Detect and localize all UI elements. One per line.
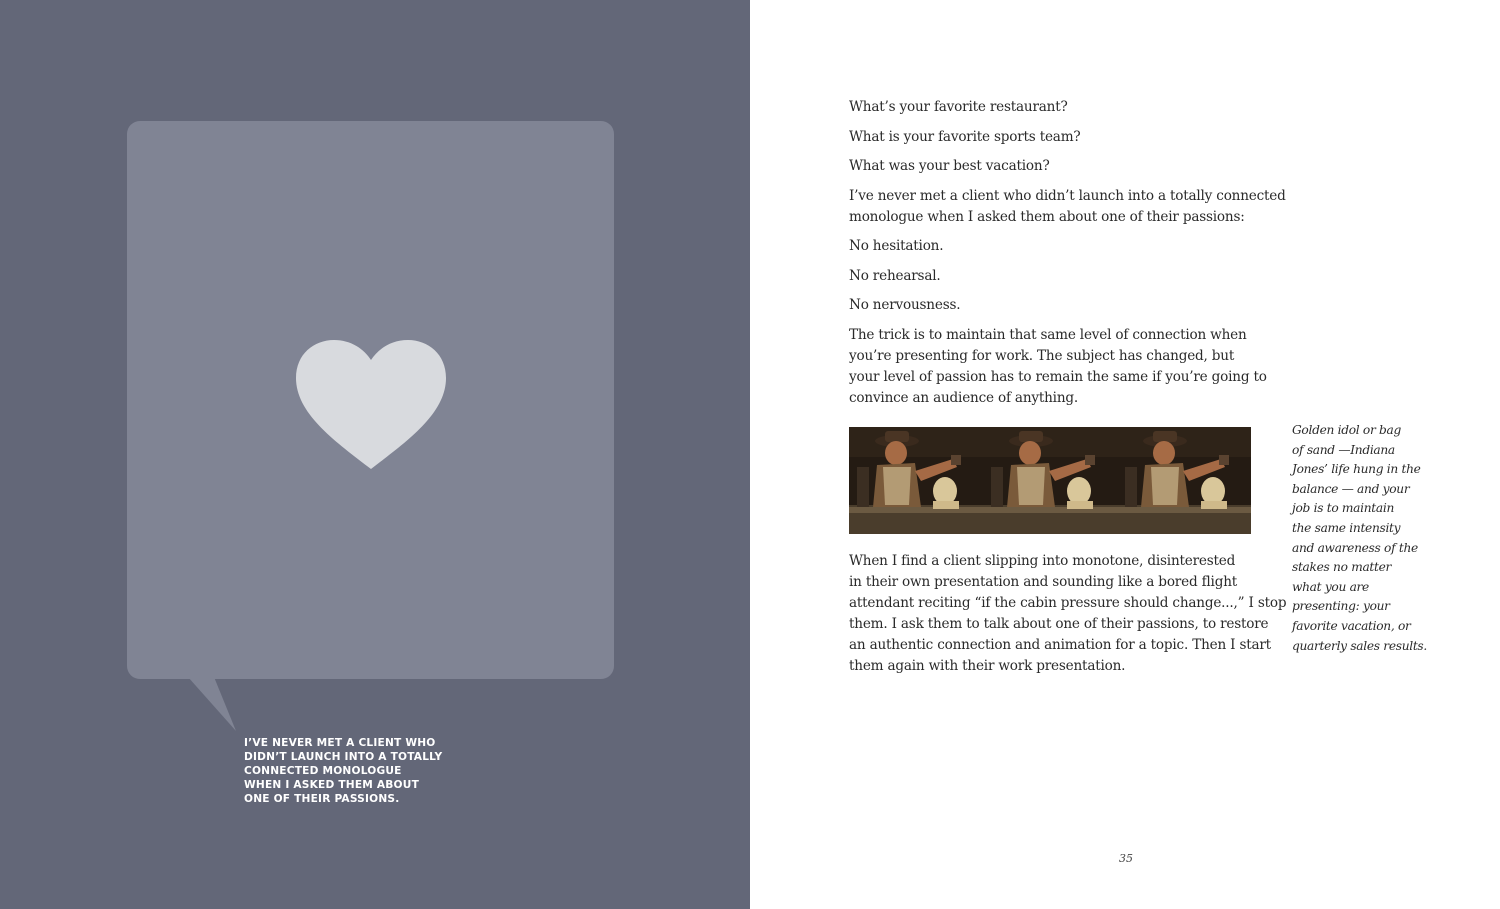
paragraph-line: you’re presenting for work. The subject has changed, but (849, 347, 1235, 364)
pull-quote-line: CONNECTED MONOLOGUE (244, 765, 402, 777)
film-frame (849, 427, 983, 534)
caption-line: and awareness of the (1292, 540, 1418, 555)
pull-quote-line: I’VE NEVER MET A CLIENT WHO (244, 737, 436, 749)
paragraph-line: them. I ask them to talk about one of their passions, to restore (849, 616, 1269, 632)
no-nervousness: No nervousness. (849, 297, 961, 313)
question-restaurant: What’s your favorite restaurant? (849, 99, 1068, 115)
paragraph-monologue (849, 186, 1286, 228)
no-rehearsal: No rehearsal. (849, 267, 941, 284)
heart-icon (296, 338, 446, 470)
paragraph-line: attendant reciting “if the cabin pressure should change...,” I stop (849, 595, 1287, 611)
caption-line: favorite vacation, or (1292, 618, 1411, 633)
caption-line: of sand —Indiana (1292, 442, 1395, 457)
caption-line: presenting: your (1292, 599, 1390, 614)
paragraph-line: The trick is to maintain that same level of connection when (849, 326, 1247, 343)
caption-line: balance — and your (1292, 481, 1410, 496)
paragraph-line: I’ve never met a client who didn’t launch into a totally connected (849, 187, 1286, 204)
film-frame (983, 427, 1117, 534)
pull-quote-line: WHEN I ASKED THEM ABOUT (244, 779, 419, 791)
film-strip-image (849, 427, 1251, 534)
paragraph-line: monologue when I asked them about one of their passions: (849, 208, 1245, 225)
paragraph-line: an authentic connection and animation for a topic. Then I start (849, 637, 1271, 653)
caption-line: Jones’ life hung in the (1292, 462, 1421, 477)
pull-quote-line: ONE OF THEIR PASSIONS. (244, 793, 400, 805)
image-caption (1292, 421, 1442, 656)
film-frame (1117, 427, 1251, 534)
pull-quote (244, 736, 454, 806)
paragraph-line: your level of passion has to remain the same if you’re going to (849, 368, 1267, 385)
caption-line: stakes no matter (1292, 560, 1392, 575)
body-text (849, 97, 1286, 417)
paragraph-trick (849, 325, 1269, 409)
paragraph-line: convince an audience of anything. (849, 389, 1079, 406)
paragraph-line: When I find a client slipping into monotone, disinterested (849, 553, 1236, 569)
caption-line: what you are (1292, 579, 1369, 594)
caption-line: quarterly sales results. (1292, 638, 1427, 653)
paragraph-line: them again with their work presentation. (849, 658, 1126, 674)
paragraph-line: in their own presentation and sounding like a bored flight (849, 574, 1238, 590)
no-hesitation: No hesitation. (849, 238, 944, 254)
paragraph-monotone (849, 551, 1287, 677)
caption-line: job is to maintain (1292, 501, 1395, 516)
page-number: 35 (1119, 852, 1133, 865)
caption-line: the same intensity (1292, 520, 1401, 535)
pull-quote-line: DIDN’T LAUNCH INTO A TOTALLY (244, 751, 443, 763)
question-sports-team: What is your favorite sports team? (849, 128, 1081, 145)
caption-line: Golden idol or bag (1292, 423, 1402, 437)
question-vacation: What was your best vacation? (849, 158, 1050, 174)
